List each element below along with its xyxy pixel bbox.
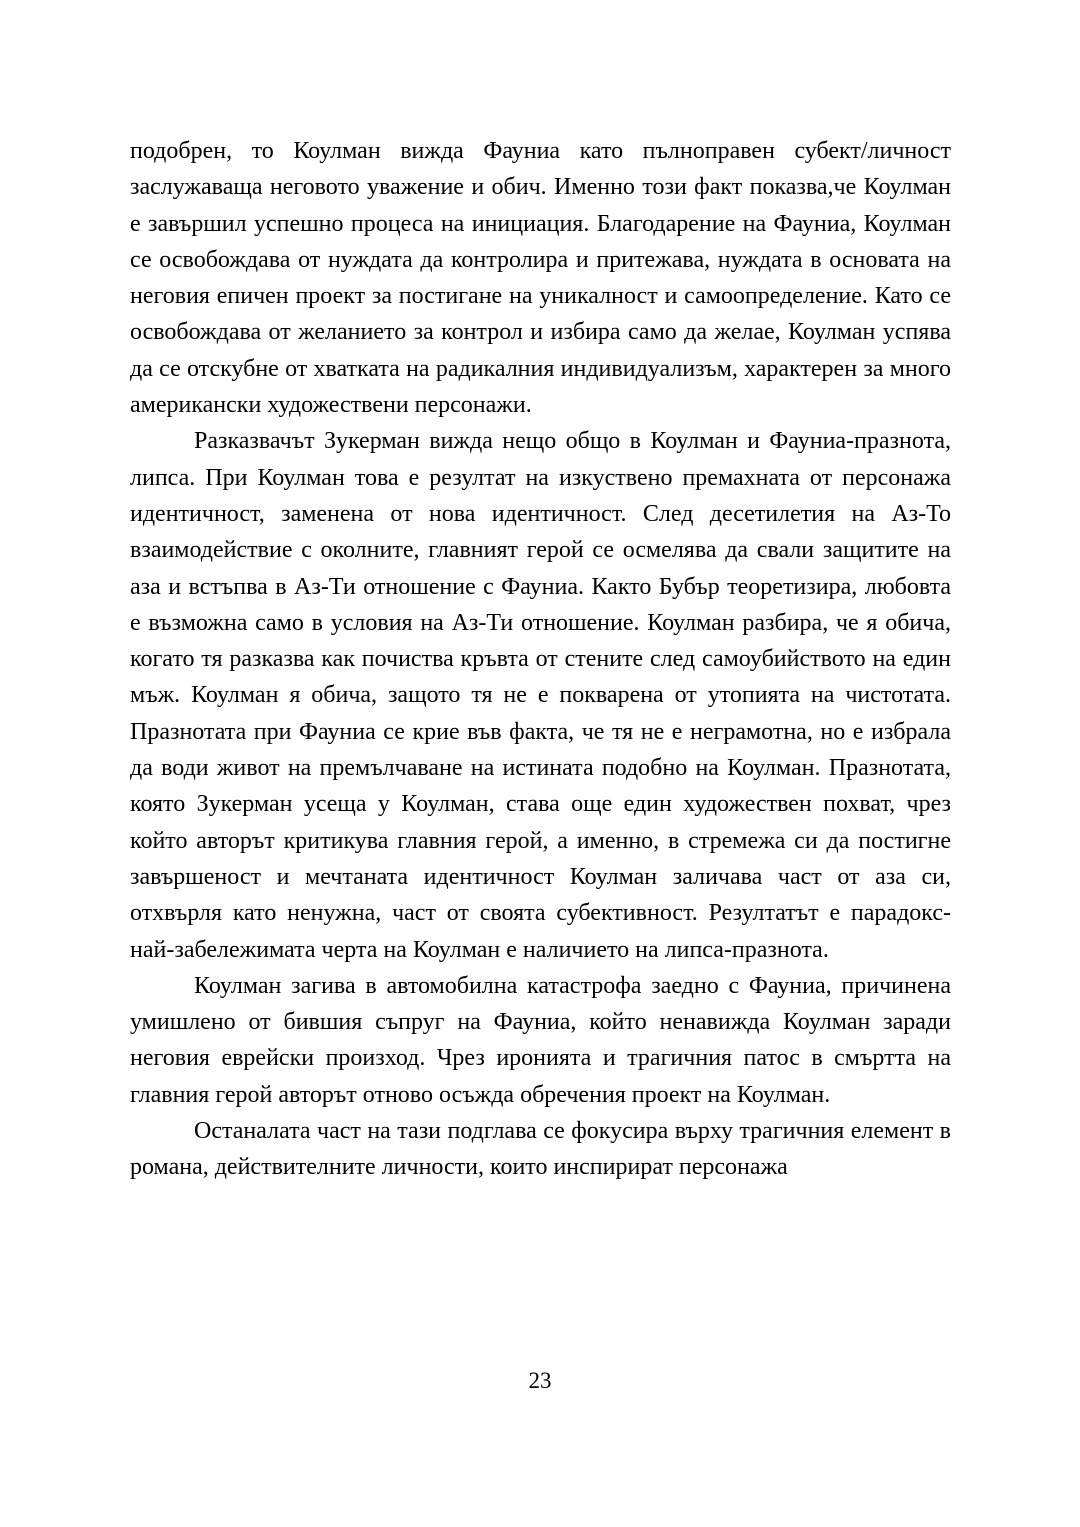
page-body: [130, 133, 951, 1186]
paragraph-2: Разказвачът Зукерман вижда нещо общо в Коулман и Фауниа-празнота, липса. При Коулман това е резултат на изкуствено премахната от персонажа идентичност, заменена от нова идентичност. След десетилетия на Аз-То взаимодействие с околните, главният герой се осмелява да свали защитите на аза и встъпва в Аз-Ти отношение с Фауниа. Както Бубър теоретизира, любовта е възможна само в условия на Аз-Ти отношение. Коулман разбира, че я обича, когато тя разказва как почиства кръвта от стените след самоубийството на един мъж. Коулман я обича, защото тя не е покварена от утопията на чистотата. Празнотата при Фауниа се крие във факта, че тя не е неграмотна, но е избрала да води живот на премълчаване на истината подобно на Коулман. Празнотата, която Зукерман усеща у Коулман, става още един художествен похват, чрез който авторът критикува главния герой, а именно, в стремежа си да постигне завършеност и мечтаната идентичност Коулман заличава част от аза си, отхвърля като ненужна, част от своята субективност. Резултатът е парадокс-най-забележимата черта на Коулман е наличието на липса-празнота.: [130, 428, 951, 963]
paragraph-1: подобрен, то Коулман вижда Фауниа като пълноправен субект/личност заслужаваща неговото уважение и обич. Именно този факт показва,че Коулман е завършил успешно процеса на инициация. Благодарение на Фауниа, Коулман се освобождава от нуждата да контролира и притежава, нуждата в основата на неговия епичен проект за постигане на уникалност и самоопределение. Като се освобождава от желанието за контрол и избира само да желае, Коулман успява да се отскубне от хватката на радикалния индивидуализъм, характерен за много американски художествени персонажи.: [130, 138, 951, 419]
paragraph-3: Коулман загива в автомобилна катастрофа заедно с Фауниа, причинена умишлено от бившия съпруг на Фауниа, който ненавижда Коулман заради неговия еврейски произход. Чрез иронията и трагичния патос в смъртта на главния герой авторът отново осъжда обречения проект на Коулман.: [130, 972, 951, 1108]
page-number: 23: [528, 1368, 552, 1393]
paragraph-4: Останалата част на тази подглава се фокусира върху трагичния елемент в романа, действителните личности, които инспирират персонажа: [130, 1118, 951, 1181]
